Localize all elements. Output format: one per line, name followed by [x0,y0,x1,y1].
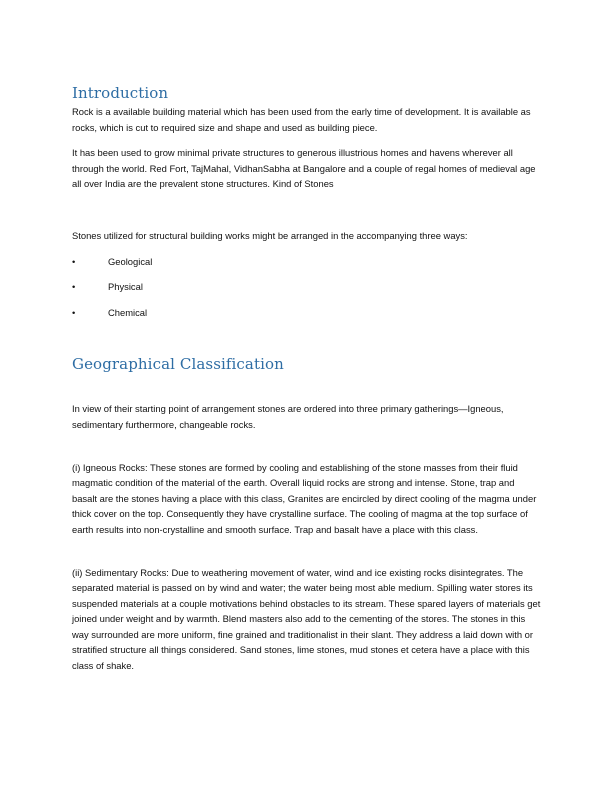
geographical-paragraph-1: In view of their starting point of arrangement stones are ordered into three primary gatherings—Igneous, sedimentary furthermore, changeable rocks. [72,403,504,430]
bullet-label: Chemical [108,306,148,318]
introduction-heading: Introduction [72,84,169,102]
bullet-label: Physical [108,281,143,293]
introduction-paragraph-2: It has been used to grow minimal private structures to generous illustrious homes and havens wherever all through the world. Red Fort, TajMahal, VidhanSabha at Bangalore and a couple of regal homes of medieval age all over India are the prevalent stone structures. Kind of Stones [72,147,536,190]
bullet-item-geological [72,254,542,270]
igneous-rocks-paragraph: (i) Igneous Rocks: These stones are formed by cooling and establishing of the stone masses from their fluid magmatic condition of the material of the earth. Overall liquid rocks are strong and intense. Stone, trap and basalt are the stones having a place with this class, Granites are encircled by direct cooling of the magma under thick cover on the top. Consequently they have crystalline surface. The cooling of magma at the top surface of earth results into non-crystalline and smooth surface. Trap and basalt have a place with this class. [72,461,537,535]
classification-bullet-list [72,254,542,321]
introduction-paragraph-3: Stones utilized for structural building works might be arranged in the accompanying three ways: [72,229,468,241]
bullet-item-chemical [72,305,542,321]
document-body [72,80,542,674]
geographical-classification-heading: Geographical Classification [72,355,284,374]
bullet-label: Geological [108,255,153,267]
bullet-dot-icon: • [72,255,76,267]
bullet-dot-icon: • [72,281,76,293]
introduction-paragraph-1: Rock is a available building material which has been used from the early time of development. It is available as rocks, which is cut to required size and shape and used as building piece. [72,106,531,133]
bullet-dot-icon: • [72,306,76,318]
sedimentary-rocks-paragraph: (ii) Sedimentary Rocks: Due to weathering movement of water, wind and ice existing rocks disintegrates. The separated material is passed on by wind and water; the water being most able medium. Spilling water stores its suspended materials at a couple motivations behind obstacles to its stream. These spared layers of materials get joined under weight and by warmth. Blend masters also add to the cementing of the stores. The stones in this way surrounded are more uniform, fine grained and traditionalist in their slant. They address a laid down with or stratified structure all things considered. Sand stones, lime stones, mud stones et cetera have a place with this class of shake. [72,566,541,672]
bullet-item-physical [72,279,542,295]
